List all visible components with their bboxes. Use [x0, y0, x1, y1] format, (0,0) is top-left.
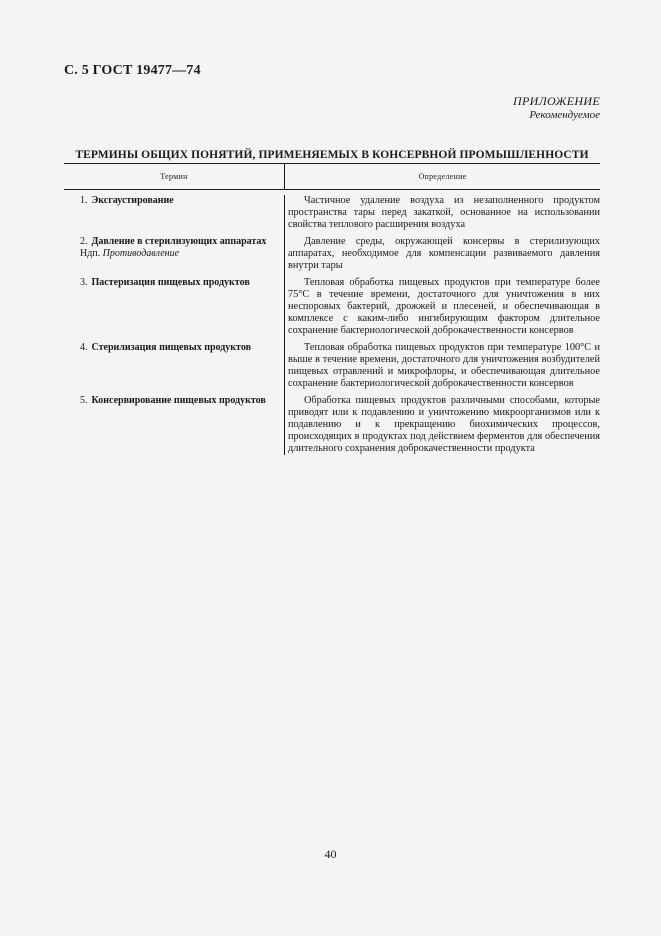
- table-row: [64, 395, 600, 455]
- column-header-definition: Определение: [418, 172, 467, 181]
- terms-table: [64, 163, 600, 455]
- non-recommended-term: [80, 248, 280, 260]
- definition-cell: Тепловая обработка пищевых продуктов при температуре 100°С и выше в течение времени, достаточного для уничтожения возбудителей пищевых отравлений и микрофлоры, и обеспечивающая длительное сохранение бактериологической доброкачественности консервов: [288, 342, 600, 389]
- table-row: [64, 342, 600, 390]
- appendix-subtitle: Рекомендуемое: [529, 109, 600, 121]
- appendix-title: ПРИЛОЖЕНИЕ: [513, 94, 600, 108]
- term-number: 1.: [80, 195, 88, 206]
- term-number: 4.: [80, 342, 88, 353]
- term-cell: [64, 195, 284, 231]
- definition-cell: Тепловая обработка пищевых продуктов при температуре более 75°С в течение времени, достаточного для уничтожения в них неспоровых бактерий, дрожжей и плесеней, и обеспечивающая в комплексе с каким-либо ингибирующим фактором длительное сохранение бактериологической доброкачественности консервов: [288, 277, 600, 336]
- table-row: [64, 277, 600, 337]
- appendix-label: [513, 94, 600, 121]
- term-cell: [64, 277, 284, 337]
- table-row: [64, 236, 600, 272]
- page-header: С. 5 ГОСТ 19477—74: [64, 63, 201, 78]
- non-recommended-prefix: Ндп.: [80, 248, 101, 259]
- definition-cell: Обработка пищевых продуктов различными способами, которые приводят или к подавлению и уничтожению микроорганизмов или к подавлению и к прекращению биохимических процессов, происходящих в продуктах под действием ферментов для обеспечения длительного сохранения доброкачественности продукта: [288, 395, 600, 454]
- column-divider: [284, 195, 285, 455]
- definition-cell: Давление среды, окружающей консервы в стерилизующих аппаратах, необходимое для компенсации развиваемого давления внутри тары: [288, 236, 600, 271]
- non-recommended-name: Противодавление: [102, 248, 180, 259]
- term-name: Давление в стерилизующих аппаратах: [91, 236, 267, 247]
- term-cell: [64, 342, 284, 390]
- term-name: Эксгаустирование: [91, 195, 174, 206]
- column-header-term: Термин: [64, 164, 285, 189]
- table-row: [64, 195, 600, 231]
- table-body: [64, 195, 600, 455]
- term-number: 3.: [80, 277, 88, 288]
- term-number: 5.: [80, 395, 88, 406]
- term-cell: [64, 236, 284, 272]
- term-name: Консервирование пищевых продуктов: [91, 395, 266, 406]
- document-title: ТЕРМИНЫ ОБЩИХ ПОНЯТИЙ, ПРИМЕНЯЕМЫХ В КОНСЕРВНОЙ ПРОМЫШЛЕННОСТИ: [75, 149, 589, 161]
- term-number: 2.: [80, 236, 88, 247]
- definition-cell: Частичное удаление воздуха из незаполненного продуктом пространства тары перед закаткой, основанное на использовании свойства теплового расширения воздуха: [288, 195, 600, 230]
- term-name: Стерилизация пищевых продуктов: [91, 342, 251, 353]
- table-header: [64, 163, 600, 190]
- term-name: Пастеризация пищевых продуктов: [91, 277, 250, 288]
- term-cell: [64, 395, 284, 455]
- page-number: 40: [324, 847, 337, 861]
